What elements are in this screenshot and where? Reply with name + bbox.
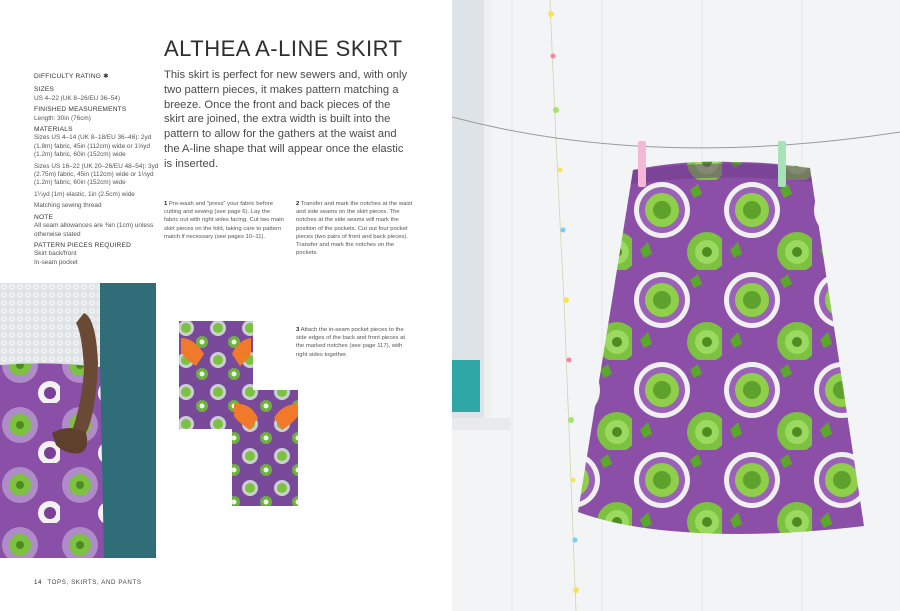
materials-item: Sizes US 4–14 (UK 8–18/EU 36–46): 2yd (1.8m) fabric, 45in (112cm) wide or 1⅓yd (1.2m) fabric, 60in (152cm) wide [34, 134, 152, 159]
project-sidebar [34, 73, 164, 267]
intro-paragraph: This skirt is perfect for new sewers and, with only two pattern pieces, it makes pattern matching a breeze. Once the front and back pieces of the skirt are joined, the extra width is built into the pattern to allow for the gathers at the waist and the A-line shape that will appear once the elastic is inserted. [164, 69, 408, 170]
note-value: All seam allowances are ⅜in (1cm) unless otherwise stated [34, 222, 154, 238]
section-name: TOPS, SKIRTS, AND PANTS [47, 579, 142, 586]
step-number: 3 [296, 327, 300, 333]
page-number: 14 [34, 579, 43, 586]
sizes-value: US 4–22 (UK 8–26/EU 36–54) [34, 94, 120, 102]
step-text: Pre-wash and "press" your fabric before cutting and sewing (see page 6). Lay the fabric out with right sides facing. Cut two main skirt pieces on the fold, taking care to pattern match if necessary (see pages 10–11). [164, 201, 284, 240]
finished-label: FINISHED MEASUREMENTS [34, 106, 127, 114]
step-text: Attach the in-seam pocket pieces to the side edges of the back and front pieces at the marked notches (see page 117), with right sides together. [296, 327, 406, 358]
step-number: 2 [296, 201, 300, 207]
step-2 [296, 200, 414, 257]
materials-item: Matching sewing thread [34, 202, 102, 210]
materials-label: MATERIALS [34, 126, 73, 134]
note-label: NOTE [34, 213, 54, 221]
piece-item: Skirt back/front [34, 250, 77, 258]
page-footer [34, 579, 142, 586]
finished-value: Length: 30in (76cm) [34, 114, 91, 122]
model-photo [0, 283, 156, 558]
step-text: Transfer and mark the notches at the waist and side seams on the skirt pieces. The notches at the side seams will mark the position of the pockets. Cut out four pocket pieces (two pairs of front and back pieces). Transfer and mark the notches on the pockets. [296, 201, 413, 257]
piece-item: In-seam pocket [34, 258, 78, 266]
materials-item: 1¼yd (1m) elastic, 1in (2.5cm) wide [34, 190, 135, 198]
step-number: 1 [164, 201, 168, 207]
sizes-label: SIZES [34, 86, 55, 94]
materials-item: Sizes US 16–22 (UK 20–26/EU 48–54): 3yd (2.75m) fabric, 45in (112cm) wide or 1⅓yd (1.2m) fabric, 60in (152cm) wide [34, 162, 159, 187]
pieces-label: PATTERN PIECES REQUIRED [34, 241, 132, 249]
step-3 [296, 326, 414, 359]
difficulty-rating: DIFFICULTY RATING ✱ [34, 73, 109, 80]
pocket-pieces-illustration [176, 318, 298, 508]
skirt-photo [452, 0, 900, 611]
step-1 [164, 200, 286, 241]
page-title: ALTHEA A-LINE SKIRT [164, 36, 403, 61]
